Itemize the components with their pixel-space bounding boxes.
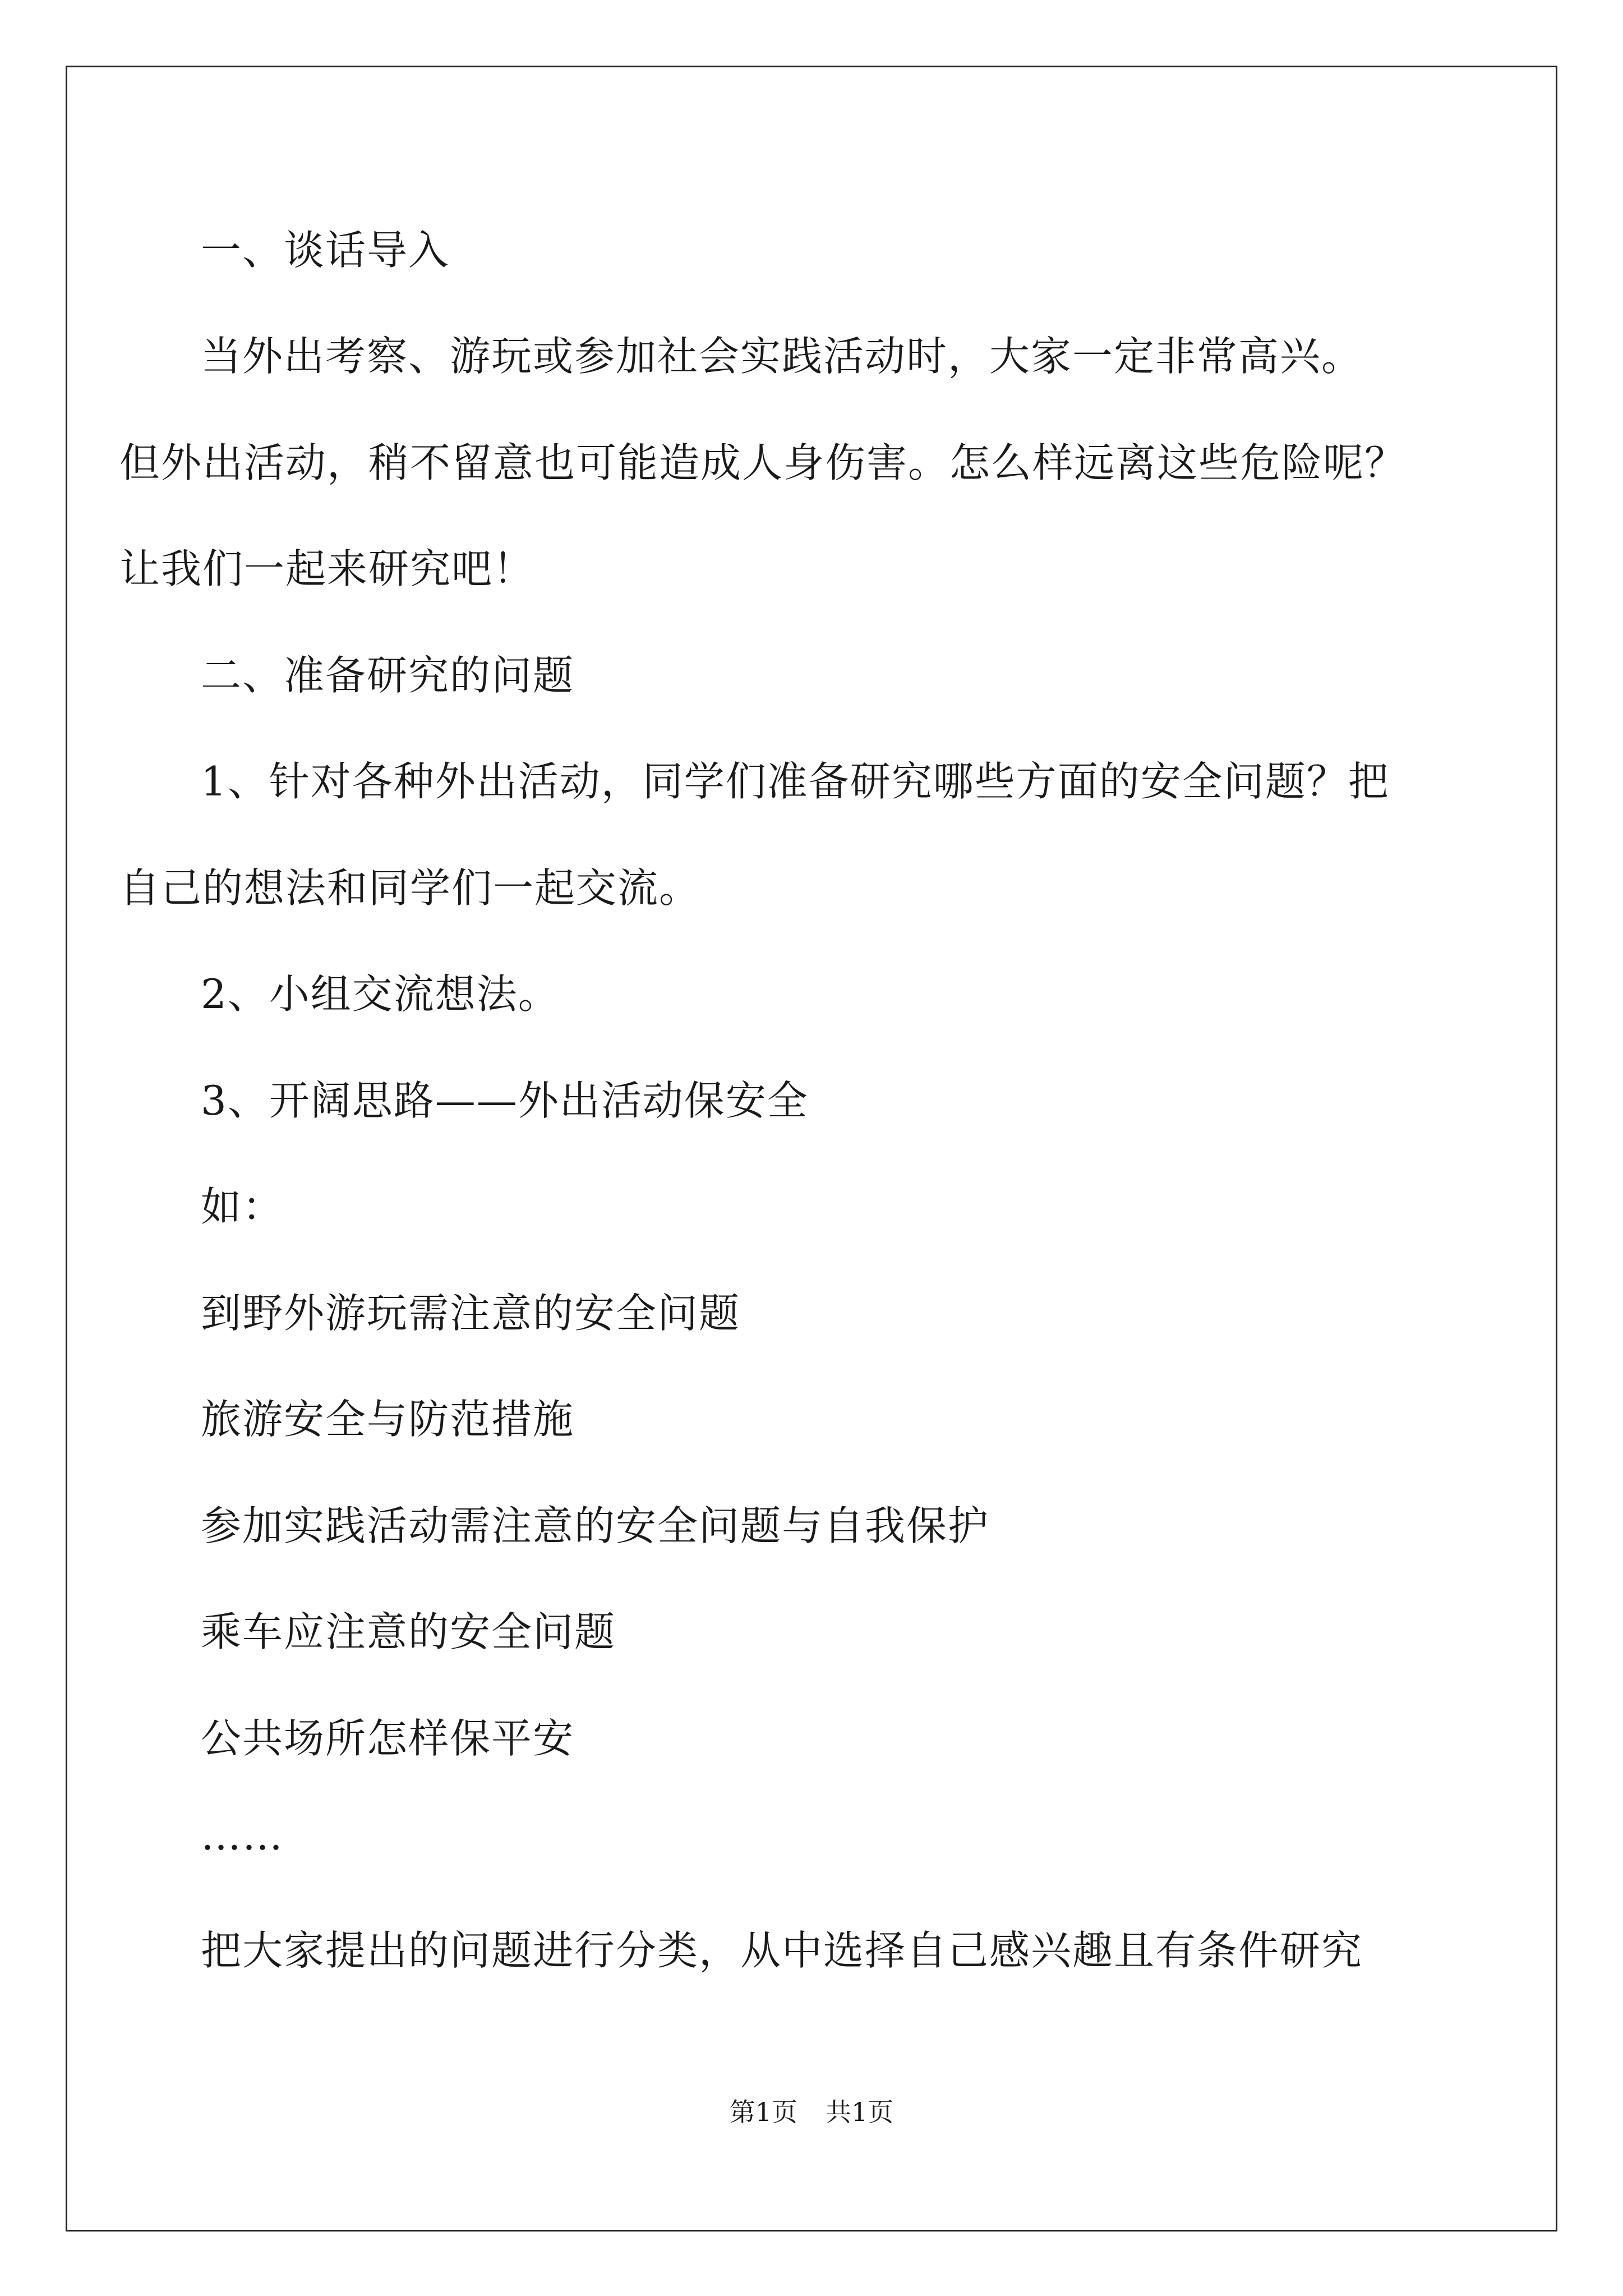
paragraph-line: 但外出活动，稍不留意也可能造成人身伤害。怎么样远离这些危险呢？	[119, 439, 1407, 486]
paragraph-line: 1、针对各种外出活动，同学们准备研究哪些方面的安全问题？把	[201, 758, 1390, 805]
page-number: 第1页	[729, 2097, 797, 2127]
page-footer	[0, 2099, 1623, 2125]
paragraph-line: 2、小组交流想法。	[201, 970, 560, 1018]
paragraph-line: 3、开阔思路——外出活动保安全	[201, 1077, 809, 1124]
paragraph-line: 当外出考察、游玩或参加社会实践活动时，大家一定非常高兴。	[201, 333, 1363, 380]
ellipsis: ……	[201, 1812, 284, 1859]
paragraph-line: 让我们一起来研究吧！	[119, 545, 535, 592]
list-item: 旅游安全与防范措施	[201, 1396, 575, 1443]
page-border	[66, 66, 1557, 2231]
list-item: 参加实践活动需注意的安全问题与自我保护	[201, 1502, 990, 1549]
heading-1: 一、谈话导入	[201, 227, 450, 274]
list-item: 到野外游玩需注意的安全问题	[201, 1290, 741, 1337]
list-item: 乘车应注意的安全问题	[201, 1608, 616, 1655]
paragraph-line: 自己的想法和同学们一起交流。	[119, 864, 701, 912]
paragraph-line: 如：	[201, 1183, 284, 1230]
list-item: 公共场所怎样保平安	[201, 1715, 575, 1762]
page-total: 共1页	[826, 2097, 894, 2127]
paragraph-line: 把大家提出的问题进行分类，从中选择自己感兴趣且有条件研究	[201, 1927, 1363, 1974]
heading-2: 二、准备研究的问题	[201, 652, 575, 699]
